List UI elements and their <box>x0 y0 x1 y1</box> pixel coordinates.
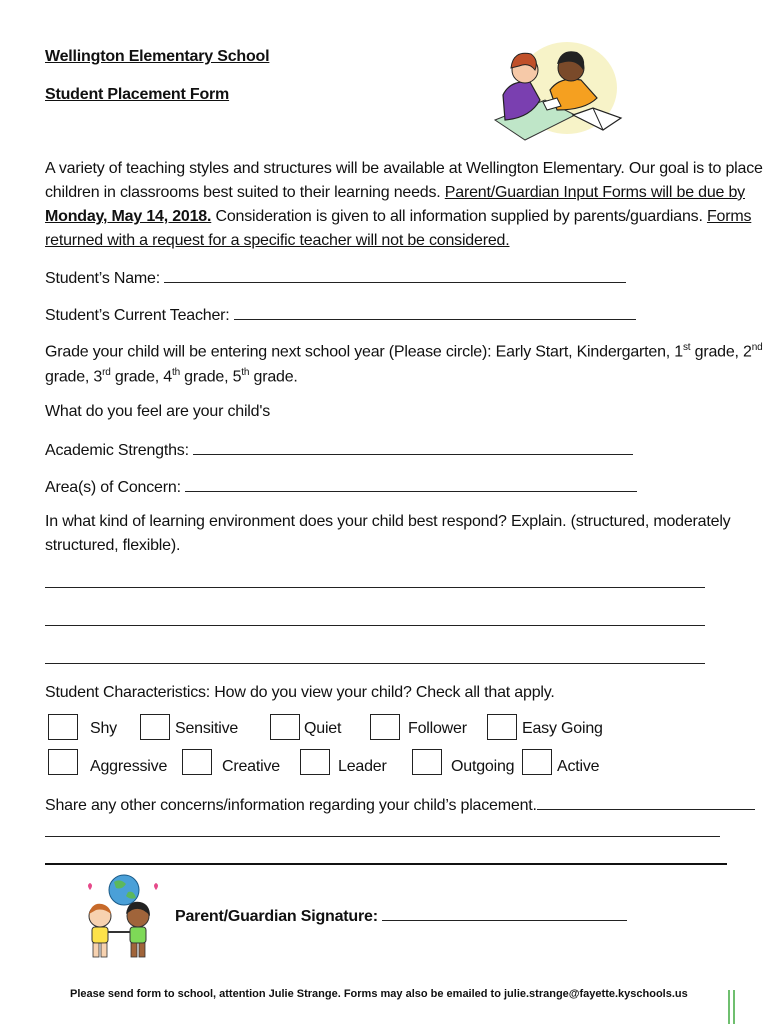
checkbox-outgoing[interactable] <box>412 749 442 775</box>
signature-label: Parent/Guardian Signature: <box>175 908 378 925</box>
due-notice: Parent/Guardian Input Forms will be due by <box>444 184 745 201</box>
section-divider <box>45 863 727 865</box>
ordinal-suffix: th <box>171 367 180 378</box>
ordinal-suffix: st <box>683 342 691 353</box>
intro-line-3-text: Consideration is given to all information supplied by parents/guardians. <box>211 208 707 225</box>
current-teacher-label: Student’s Current Teacher: <box>45 307 230 324</box>
feel-prompt: What do you feel are your child's <box>45 403 271 420</box>
students-reading-illustration <box>485 40 630 145</box>
checkbox-label: Quiet <box>304 720 342 737</box>
current-teacher-input[interactable] <box>234 305 636 320</box>
footer-note: Please send form to school, attention Julie Strange. Forms may also be emailed to julie.strange@fayette.kyschools.us <box>70 988 688 1000</box>
checkbox-label: Active <box>557 758 600 775</box>
checkbox-shy[interactable] <box>48 714 78 740</box>
characteristics-prompt: Student Characteristics: How do you view your child? Check all that apply. <box>45 684 555 701</box>
strengths-input[interactable] <box>193 440 633 455</box>
share-concerns-row <box>45 795 755 815</box>
checkbox-label: Follower <box>408 720 467 737</box>
current-teacher-row <box>45 305 636 325</box>
ordinal-suffix: th <box>241 367 250 378</box>
grade-line-2 <box>45 367 298 386</box>
checkbox-label: Sensitive <box>175 720 239 737</box>
checkbox-aggressive[interactable] <box>48 749 78 775</box>
concerns-label: Area(s) of Concern: <box>45 479 181 496</box>
environment-answer-line[interactable] <box>45 649 705 664</box>
decorative-bar <box>728 990 730 1024</box>
due-date: Monday, May 14, 2018. <box>45 208 212 225</box>
grade-line-1 <box>45 342 762 361</box>
school-name: Wellington Elementary School <box>45 48 270 65</box>
concerns-row <box>45 477 637 497</box>
intro-line-3 <box>45 208 751 226</box>
checkbox-label: Easy Going <box>522 720 603 737</box>
checkbox-follower[interactable] <box>370 714 400 740</box>
student-name-input[interactable] <box>164 268 626 283</box>
share-concerns-label: Share any other concerns/information regarding your child’s placement. <box>45 797 537 814</box>
grade-option: grade, 5 <box>179 368 242 386</box>
signature-row <box>175 906 627 926</box>
checkbox-label: Outgoing <box>451 758 515 775</box>
checkbox-label: Creative <box>222 758 280 775</box>
environment-question-line-1: In what kind of learning environment does your child best respond? Explain. (structured, moderately <box>45 513 731 530</box>
checkbox-sensitive[interactable] <box>140 714 170 740</box>
checkbox-label: Leader <box>338 758 387 775</box>
intro-line-2 <box>45 184 745 202</box>
signature-input[interactable] <box>382 906 627 921</box>
student-name-label: Student’s Name: <box>45 270 160 287</box>
share-concerns-answer-line[interactable] <box>45 822 720 837</box>
form-title: Student Placement Form <box>45 86 230 103</box>
environment-answer-line[interactable] <box>45 573 705 588</box>
intro-line-2-text: children in classrooms best suited to their learning needs. <box>45 184 445 201</box>
checkbox-leader[interactable] <box>300 749 330 775</box>
ordinal-suffix: rd <box>102 367 111 378</box>
checkbox-creative[interactable] <box>182 749 212 775</box>
strengths-label: Academic Strengths: <box>45 442 189 459</box>
environment-answer-line[interactable] <box>45 611 705 626</box>
grade-option: grade, 2 <box>690 343 752 361</box>
checkbox-active[interactable] <box>522 749 552 775</box>
grade-option: grade, 3 <box>45 368 103 386</box>
grade-question: Grade your child will be entering next school year (Please circle): Early Start, Kindergarten, 1 <box>45 343 683 361</box>
kids-globe-illustration <box>70 872 170 972</box>
student-name-row <box>45 268 626 288</box>
teacher-request-notice-start: Forms <box>706 208 752 225</box>
concerns-input[interactable] <box>185 477 637 492</box>
intro-line-1: A variety of teaching styles and structures will be available at Wellington Elementary. Our goal is to place <box>45 160 763 177</box>
checkbox-easy-going[interactable] <box>487 714 517 740</box>
decorative-bar <box>733 990 735 1024</box>
ordinal-suffix: nd <box>751 342 763 353</box>
share-concerns-input[interactable] <box>537 795 755 810</box>
checkbox-quiet[interactable] <box>270 714 300 740</box>
strengths-row <box>45 440 633 460</box>
checkbox-label: Aggressive <box>90 758 168 775</box>
environment-question-line-2: structured, flexible). <box>45 537 181 554</box>
grade-option: grade. <box>249 368 298 386</box>
teacher-request-notice: returned with a request for a specific teacher will not be considered. <box>45 232 510 249</box>
checkbox-label: Shy <box>90 720 117 737</box>
grade-option: grade, 4 <box>110 368 172 386</box>
